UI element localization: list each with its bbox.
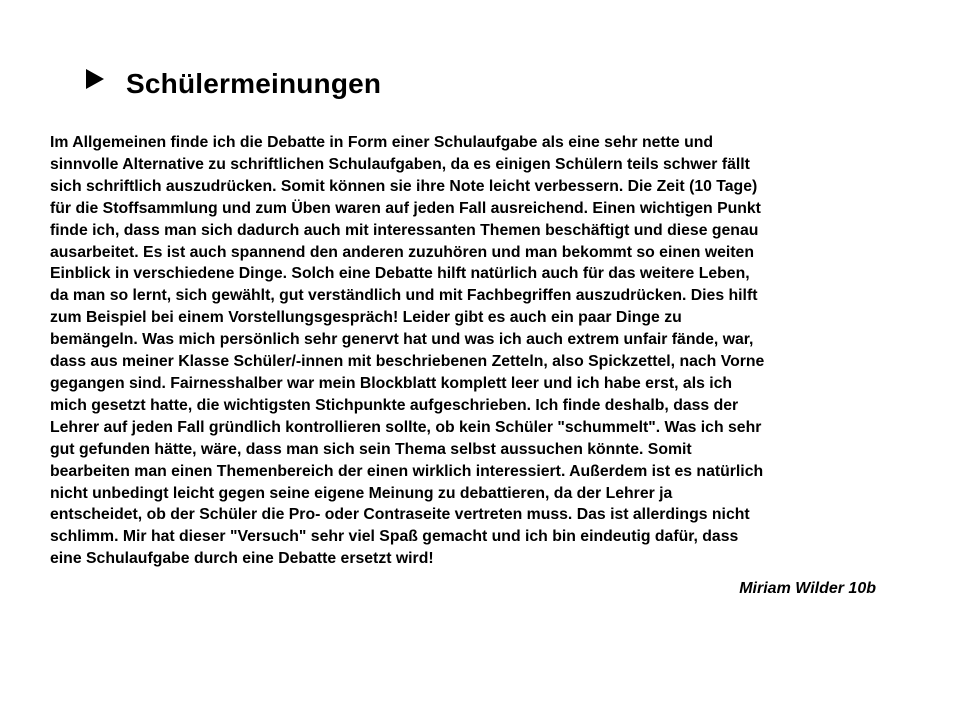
body-line: sich schriftlich auszudrücken. Somit können sie ihre Note leicht verbessern. Die Zeit (10 Tage) — [50, 177, 758, 195]
body-line: entscheidet, ob der Schüler die Pro- oder Contraseite vertreten muss. Das ist allerdings nicht — [50, 506, 750, 524]
body-line: zum Beispiel bei einem Vorstellungsgespräch! Leider gibt es auch ein paar Dinge zu — [50, 309, 682, 327]
body-line: mich gesetzt hatte, die wichtigsten Stichpunkte aufgeschrieben. Ich finde deshalb, dass der — [50, 396, 739, 414]
body-line: bemängeln. Was mich persönlich sehr genervt hat und was ich auch extrem unfair fände, war, — [50, 331, 754, 349]
body-line: Im Allgemeinen finde ich die Debatte in Form einer Schulaufgabe als eine sehr nette und — [50, 134, 714, 151]
body-line: da man so lernt, sich gewählt, gut verständlich und mit Fachbegriffen auszudrücken. Dies hilft — [50, 287, 758, 305]
body-line: finde ich, dass man sich dadurch auch mit interessanten Themen beschäftigt und diese genau — [50, 221, 759, 239]
title-row — [84, 62, 381, 106]
body-paragraph — [50, 132, 900, 570]
slide-title: Schülermeinungen — [126, 68, 382, 99]
body-line: eine Schulaufgabe durch eine Debatte ersetzt wird! — [50, 550, 434, 568]
body-line: Lehrer auf jeden Fall gründlich kontrollieren sollte, ob kein Schüler "schummelt". Was ich sehr — [50, 418, 762, 436]
body-line: sinnvolle Alternative zu schriftlichen Schulaufgaben, da es einigen Schülern teils schwer fällt — [50, 155, 750, 173]
body-line: gut gefunden hätte, wäre, dass man sich sein Thema selbst aussuchen könnte. Somit — [50, 440, 692, 458]
body-line: schlimm. Mir hat dieser "Versuch" sehr viel Spaß gemacht und ich bin eindeutig dafür, dass — [50, 528, 739, 546]
body-line: bearbeiten man einen Themenbereich der einen wirklich interessiert. Außerdem ist es natürlich — [50, 462, 764, 480]
body-line: gegangen sind. Fairnesshalber war mein Blockblatt komplett leer und ich habe erst, als ich — [50, 374, 733, 392]
body-line: Einblick in verschiedene Dinge. Solch eine Debatte hilft natürlich auch für das weitere Leben, — [50, 265, 750, 283]
body-line: für die Stoffsammlung und zum Üben waren auf jeden Fall ausreichend. Einen wichtigen Punkt — [50, 199, 761, 217]
triangle-right-icon — [84, 64, 120, 94]
body-line: dass aus meiner Klasse Schüler/-innen mit beschriebenen Zetteln, also Spickzettel, nach Vorne — [50, 353, 765, 371]
author-signature: Miriam Wilder 10b — [739, 580, 876, 597]
body-line: ausarbeitet. Es ist auch spannend den anderen zuzuhören und man bekommt so einen weiten — [50, 243, 754, 261]
body-line: nicht unbedingt leicht gegen seine eigene Meinung zu debattieren, da der Lehrer ja — [50, 484, 673, 502]
